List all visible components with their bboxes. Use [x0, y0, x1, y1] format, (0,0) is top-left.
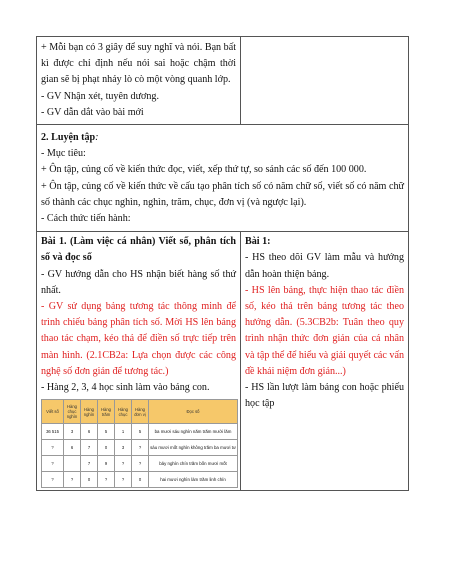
table-row: [42, 472, 238, 488]
column-header: Hàng chục: [115, 400, 132, 424]
table-cell: 6: [81, 424, 98, 440]
table-cell: 5: [132, 424, 149, 440]
table-cell: hai mươi nghìn làm trăm linh chín: [149, 472, 238, 488]
number-analysis-table: [41, 399, 238, 488]
table-cell: 5: [98, 424, 115, 440]
goal-label: - Mục tiêu:: [41, 148, 86, 160]
column-header: Hàng đơn vị: [132, 400, 149, 424]
paragraph: - HS theo dõi GV làm mẫu và hướng dẫn hoàn thiện bảng.: [245, 252, 404, 280]
document-page: [36, 36, 408, 491]
table-cell: 7: [81, 456, 98, 472]
paragraph: - GV Nhận xét, tuyên dương.: [41, 90, 159, 102]
table-cell: ?: [132, 456, 149, 472]
table-cell: 0: [81, 472, 98, 488]
table-cell: ?: [132, 440, 149, 456]
table-cell: ?: [115, 472, 132, 488]
student-activity-cell: [241, 232, 409, 491]
table-cell: ?: [64, 472, 81, 488]
table-cell: 0: [98, 440, 115, 456]
column-header: Hàng nghìn: [81, 400, 98, 424]
table-cell: 7: [81, 440, 98, 456]
table-row: [42, 456, 238, 472]
table-cell: ?: [42, 472, 64, 488]
paragraph: - HS lần lượt làm bảng con hoặc phiếu học tập: [245, 382, 404, 410]
table-cell: 6: [64, 440, 81, 456]
method-label: - Cách thức tiến hành:: [41, 213, 131, 225]
section-heading-text: 2. Luyện tập: [41, 132, 96, 144]
table-cell: 9: [98, 456, 115, 472]
table-cell: ?: [115, 456, 132, 472]
table-cell: 0: [132, 472, 149, 488]
heading-colon: :: [95, 132, 99, 144]
table-cell: bảy nghìn chín trăm bốn mươi mốt: [149, 456, 238, 472]
highlighted-paragraph: - HS lên bảng, thực hiện thao tác điền số, kéo thả trên bảng tương tác theo hướng dẫn. (5.3CB2b: Tuân theo quy trình nhận thức đơn giản của cá nhân và tập thể để hiểu và giải quyết các vấn đề khái niệm đơn giản...): [245, 284, 404, 377]
paragraph: - Hàng 2, 3, 4 học sinh làm vào bảng con.: [41, 382, 210, 394]
lesson-table: [36, 36, 409, 491]
section-cell: [37, 125, 409, 232]
table-row: [42, 424, 238, 440]
goal-item: + Ôn tập, củng cố về kiến thức đọc, viết, xếp thứ tự, so sánh các số đến 100 000.: [41, 164, 367, 176]
table-header-row: [42, 400, 238, 424]
table-row: [37, 37, 409, 125]
column-header: Viết số: [42, 400, 64, 424]
table-cell: ?: [42, 440, 64, 456]
paragraph: - GV hướng dẫn cho HS nhận biết hàng số thứ nhất.: [41, 268, 236, 296]
table-cell: sáu mươi mốt nghìn không trăm ba mươi tư: [149, 440, 238, 456]
exercise-title: Bài 1:: [245, 236, 271, 248]
teacher-activity-cell: [37, 37, 241, 125]
paragraph: - GV dẫn dắt vào bài mới: [41, 106, 144, 118]
table-cell: 3: [115, 440, 132, 456]
table-row: [37, 125, 409, 232]
paragraph: + Mỗi bạn có 3 giây để suy nghĩ và nói. Bạn bất kì được chỉ định nếu nói sai hoặc chậm thời gian sẽ bị phạt nhảy lò cò một vòng quanh lớp.: [41, 42, 236, 86]
table-cell: 1: [115, 424, 132, 440]
table-cell: 3: [64, 424, 81, 440]
goal-item: + Ôn tập, củng cố về kiến thức về cấu tạo phân tích số có năm chữ số, viết số có năm chữ số thành các chục nghìn, nghìn, trăm, chục, đơn vị (và ngược lại).: [41, 180, 404, 208]
column-header: Hàng chục nghìn: [64, 400, 81, 424]
teacher-activity-cell: [37, 232, 241, 491]
highlighted-paragraph: - GV sử dụng bảng tương tác thông minh để trình chiếu bảng phân tích số. Mời HS lên bảng thao tác chạm, kéo thả để điền số trực tiếp trên màn hình. (2.1CB2a: Lựa chọn được các công nghệ số đơn giản để tương tác.): [41, 301, 236, 377]
column-header: Đọc số: [149, 400, 238, 424]
column-header: Hàng trăm: [98, 400, 115, 424]
section-heading: [41, 130, 404, 146]
table-row: [37, 232, 409, 491]
table-row: [42, 440, 238, 456]
table-cell: ba mươi sáu nghìn năm trăm mười lăm: [149, 424, 238, 440]
exercise-title: Bài 1. (Làm việc cá nhân) Viết số, phân tích số và đọc số: [41, 236, 236, 264]
table-cell: ?: [98, 472, 115, 488]
student-activity-cell: [241, 37, 409, 125]
table-cell: ?: [42, 456, 64, 472]
table-cell: 36 515: [42, 424, 64, 440]
table-cell: [64, 456, 81, 472]
